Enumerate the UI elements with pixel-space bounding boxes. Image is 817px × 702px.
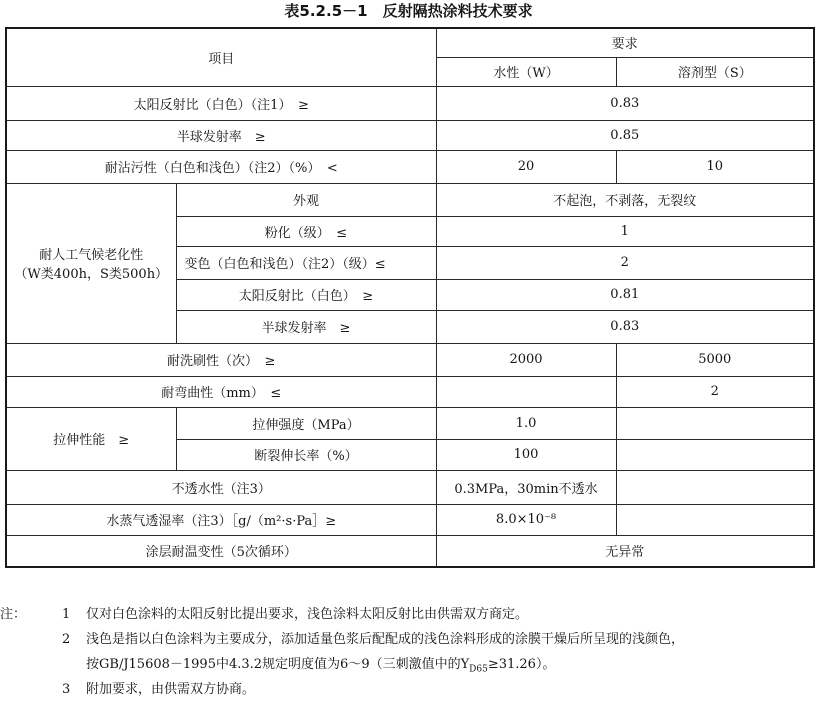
table-row [6, 120, 814, 150]
note-text: 浅色是指以白色涂料为主要成分，添加适量色浆后配配成的浅色涂料形成的涂膜干燥后所呈现的浅颜色， [86, 632, 685, 647]
table-row [6, 86, 814, 120]
aging-label [6, 183, 176, 343]
note-text-part: 按GB/J15608－1995中4.3.2规定明度值为6～9（三刺激值中的Y [86, 657, 470, 672]
note-2 [0, 627, 817, 652]
table-title: 表5.2.5－1 反射隔热涂料技术要求 [284, 2, 533, 20]
row-value: 0.83 [436, 310, 814, 343]
header-requirement: 要求 [436, 28, 814, 57]
aging-label-line2: （W类400h，S类500h） [14, 267, 169, 282]
sub-label: 粉化（级） ≤ [176, 216, 436, 246]
sub-label: 断裂伸长率（%） [176, 439, 436, 470]
table-row [6, 535, 814, 567]
spec-table [5, 27, 815, 568]
table-row [6, 504, 814, 535]
row-value-water: 2000 [436, 343, 616, 376]
row-value-solvent [616, 504, 814, 535]
header-item: 项目 [6, 28, 436, 86]
aging-label-line1: 耐人工气候老化性 [39, 248, 144, 263]
row-value: 0.81 [436, 279, 814, 310]
row-value-water: 100 [436, 439, 616, 470]
table-row [6, 407, 814, 439]
sub-label: 变色（白色和浅色）（注2）（级）≤ [176, 246, 436, 279]
row-value: 0.83 [436, 86, 814, 120]
table-row [6, 150, 814, 183]
row-value: 0.85 [436, 120, 814, 150]
sub-label: 太阳反射比（白色） ≥ [176, 279, 436, 310]
row-value-water [436, 376, 616, 407]
sub-label: 拉伸强度（MPa） [176, 407, 436, 439]
note-text-part: ≥31.26）。 [487, 657, 556, 672]
row-value: 不起泡，不剥落，无裂纹 [436, 183, 814, 216]
header-solvent: 溶剂型（S） [616, 57, 814, 86]
row-value-solvent [616, 470, 814, 504]
row-value-solvent [616, 407, 814, 439]
row-value-water: 20 [436, 150, 616, 183]
note-subscript: D65 [469, 664, 488, 675]
row-label: 太阳反射比（白色）（注1） ≥ [6, 86, 436, 120]
row-label: 耐沾污性（白色和浅色）（注2）（%） < [6, 150, 436, 183]
notes-prefix: 注： [0, 607, 27, 622]
table-row [6, 183, 814, 216]
row-value-water: 8.0×10⁻⁸ [436, 504, 616, 535]
note-2-continued [0, 652, 817, 677]
sub-label: 半球发射率 ≥ [176, 310, 436, 343]
row-value-water: 1.0 [436, 407, 616, 439]
row-label: 耐洗刷性（次） ≥ [6, 343, 436, 376]
row-value-water: 0.3MPa，30min不透水 [436, 470, 616, 504]
row-value-solvent [616, 439, 814, 470]
row-value: 2 [436, 246, 814, 279]
notes [0, 602, 817, 702]
row-label: 涂层耐温变性（5次循环） [6, 535, 436, 567]
sub-label: 外观 [176, 183, 436, 216]
header-water: 水性（W） [436, 57, 616, 86]
row-label: 不透水性（注3） [6, 470, 436, 504]
note-text: 附加要求，由供需双方协商。 [86, 682, 256, 697]
note-text: 仅对白色涂料的太阳反射比提出要求，浅色涂料太阳反射比由供需双方商定。 [86, 607, 529, 622]
row-value-solvent: 2 [616, 376, 814, 407]
note-number: 1 [62, 607, 71, 622]
header-row-1 [6, 28, 814, 57]
table-row [6, 470, 814, 504]
note-number: 3 [62, 682, 71, 697]
note-number: 2 [62, 632, 71, 647]
row-value: 无异常 [436, 535, 814, 567]
row-value-solvent: 10 [616, 150, 814, 183]
note-3 [0, 677, 817, 702]
note-1 [0, 602, 817, 627]
row-value: 1 [436, 216, 814, 246]
row-label: 耐弯曲性（mm） ≤ [6, 376, 436, 407]
row-label: 水蒸气透湿率（注3）［g/（m²·s·Pa］≥ [6, 504, 436, 535]
tensile-label: 拉伸性能 ≥ [6, 407, 176, 470]
row-label: 半球发射率 ≥ [6, 120, 436, 150]
row-value-solvent: 5000 [616, 343, 814, 376]
table-row [6, 343, 814, 376]
table-row [6, 376, 814, 407]
